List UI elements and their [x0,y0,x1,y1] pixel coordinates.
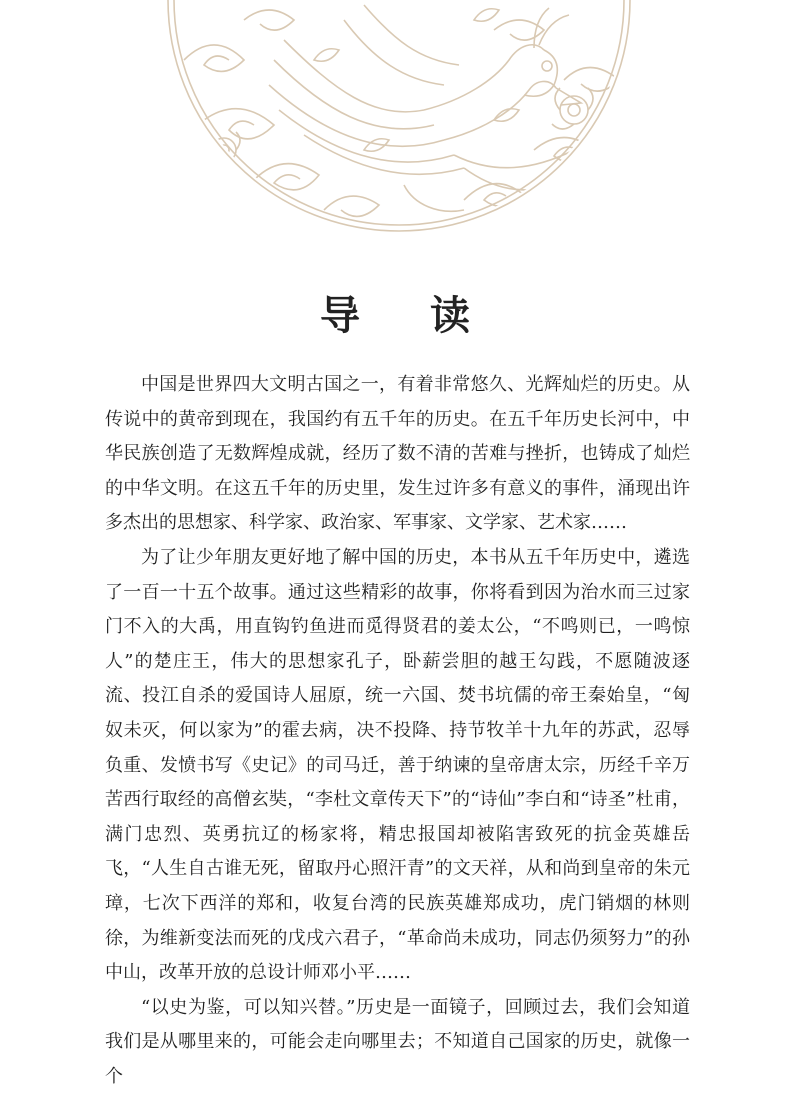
paragraph: 为了让少年朋友更好地了解中国的历史，本书从五千年历史中，遴选了一百一十五个故事。通过这些精彩的故事，你将看到因为治水而三过家门不入的大禹，用直钩钓鱼进而觅得贤君的姜太公，“不鸣则已，一鸣惊人”的楚庄王，伟大的思想家孔子，卧薪尝胆的越王勾践，不愿随波逐流、投江自杀的爱国诗人屈原，统一六国、焚书坑儒的帝王秦始皇，“匈奴未灭，何以家为”的霍去病，决不投降、持节牧羊十九年的苏武，忍辱负重、发愤书写《史记》的司马迁，善于纳谏的皇帝唐太宗，历经千辛万苦西行取经的高僧玄奘，“李杜文章传天下”的“诗仙”李白和“诗圣”杜甫，满门忠烈、英勇抗辽的杨家将，精忠报国却被陷害致死的抗金英雄岳飞，“人生自古谁无死，留取丹心照汗青”的文天祥，从和尚到皇帝的朱元璋，七次下西洋的郑和，收复台湾的民族英雄郑成功，虎门销烟的林则徐，为维新变法而死的戊戌六君子，“革命尚未成功，同志仍须努力”的孙中山，改革开放的总设计师邓小平…… [105,546,690,984]
paragraph: 中国是世界四大文明古国之一，有着非常悠久、光辉灿烂的历史。从传说中的黄帝到现在，我国约有五千年的历史。在五千年历史长河中，中华民族创造了无数辉煌成就，经历了数不清的苦难与挫折，也铸成了灿烂的中华文明。在这五千年的历史里，发生过许多有意义的事件，涌现出许多杰出的思想家、科学家、政治家、军事家、文学家、艺术家…… [105,374,690,534]
page-title-char-1: 导 [320,293,360,339]
body-text [105,368,690,1094]
page-title [0,284,790,341]
page-title-char-2: 读 [430,293,470,339]
paragraph: “以史为鉴，可以知兴替。”历史是一面镜子，回顾过去，我们会知道我们是从哪里来的，可能会走向哪里去；不知道自己国家的历史，就像一个 [105,996,690,1087]
phoenix-medallion-icon [164,0,634,232]
